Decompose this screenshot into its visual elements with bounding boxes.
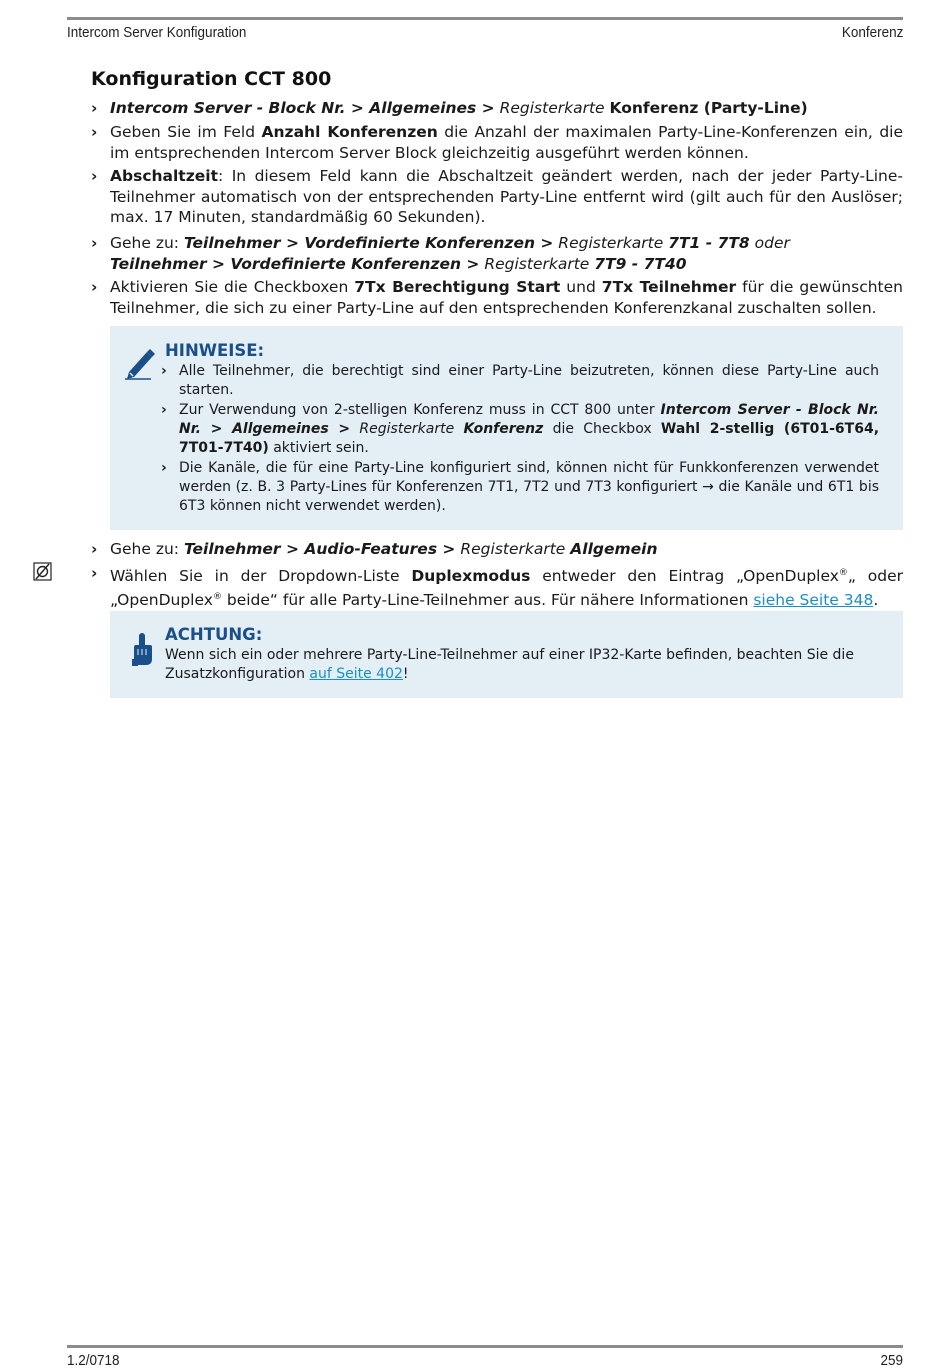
hinweise-title: HINWEISE: (165, 341, 265, 360)
list-item: › Zur Verwendung von 2-stelligen Konferenz muss in CCT 800 unter Intercom Server - Block Nr. Nr. > Allgemeines > Registerkarte Konferenz die Checkbox Wahl 2-stellig (6T01-6T64, 7T01-7T40) aktiviert sein. (161, 402, 880, 456)
page-link[interactable]: siehe Seite 348 (753, 590, 874, 609)
footer-version: 1.2/0718 (67, 1352, 120, 1369)
pencil-note-icon (123, 344, 155, 380)
chevron-icon: › (91, 278, 98, 296)
pointing-hand-icon (130, 633, 154, 667)
chevron-icon: › (161, 402, 167, 418)
achtung-title: ACHTUNG: (165, 625, 263, 644)
chevron-icon: › (91, 123, 98, 141)
section-title: Konfiguration CCT 800 (91, 68, 332, 90)
list-item: › Gehe zu: Teilnehmer > Audio-Features > Registerkarte Allgemein (91, 540, 658, 558)
header-rule (67, 17, 903, 20)
list-item: › Die Kanäle, die für eine Party-Line konfiguriert sind, können nicht für Funkkonferenzen verwendet werden (z. B. 3 Party-Lines für Konferenzen 7T1, 7T2 und 7T3 konfiguriert → die Kanäle und 6T1 bis 6T3 können nicht verwendet werden). (161, 460, 879, 514)
list-item: › Alle Teilnehmer, die berechtigt sind einer Party-Line beizutreten, können diese Party-Line auch starten. (161, 363, 879, 398)
chevron-icon: › (91, 540, 98, 558)
chevron-icon: › (161, 460, 167, 476)
chevron-icon: › (91, 99, 98, 117)
list-item: › Gehe zu: Teilnehmer > Vordefinierte Konferenzen > Registerkarte 7T1 - 7T8 oder Teilnehmer > Vordefinierte Konferenzen > Registerkarte 7T9 - 7T40 (91, 234, 790, 273)
chevron-icon: › (91, 564, 98, 582)
chevron-icon: › (91, 167, 98, 185)
footer-rule (67, 1345, 903, 1348)
chevron-icon: › (91, 234, 98, 252)
header-section: Konferenz (841, 24, 903, 41)
header-chapter: Intercom Server Konfiguration (67, 24, 247, 41)
achtung-text: Wenn sich ein oder mehrere Party-Line-Teilnehmer auf einer IP32-Karte befinden, beachten Sie die Zusatzkonfiguration auf Seite 402! (165, 647, 854, 682)
list-item: › Intercom Server - Block Nr. > Allgemeines > Registerkarte Konferenz (Party-Line) (91, 99, 808, 117)
list-item: › Abschaltzeit: In diesem Feld kann die Abschaltzeit geändert werden, nach der jeder Party-Line-Teilnehmer automatisch von der entsprechenden Party-Line entfernt wird (gilt auch für den Auslöser; max. 17 Minuten, standardmäßig 60 Sekunden). (91, 167, 903, 226)
page-link[interactable]: auf Seite 402 (309, 666, 403, 682)
chevron-icon: › (161, 363, 167, 379)
page-number: 259 (880, 1352, 903, 1369)
list-item: › Aktivieren Sie die Checkboxen 7Tx Berechtigung Start und 7Tx Teilnehmer für die gewünschten Teilnehmer, die sich zu einer Party-Line auf den entsprechenden Konferenzkanal zuschalten sollen. (91, 278, 903, 317)
crossed-out-box-icon (33, 562, 52, 581)
list-item: › Geben Sie im Feld Anzahl Konferenzen die Anzahl der maximalen Party-Line-Konferenzen ein, die im entsprechenden Intercom Server Block gleichzeitig ausgeführt werden können. (91, 123, 903, 162)
list-item: › Wählen Sie in der Dropdown-Liste Duplexmodus entweder den Eintrag „OpenDuplex®„ oder „OpenDuplex® beide“ für alle Party-Line-Teilnehmer aus. Für nähere Informationen siehe Seite 348. (91, 564, 903, 609)
